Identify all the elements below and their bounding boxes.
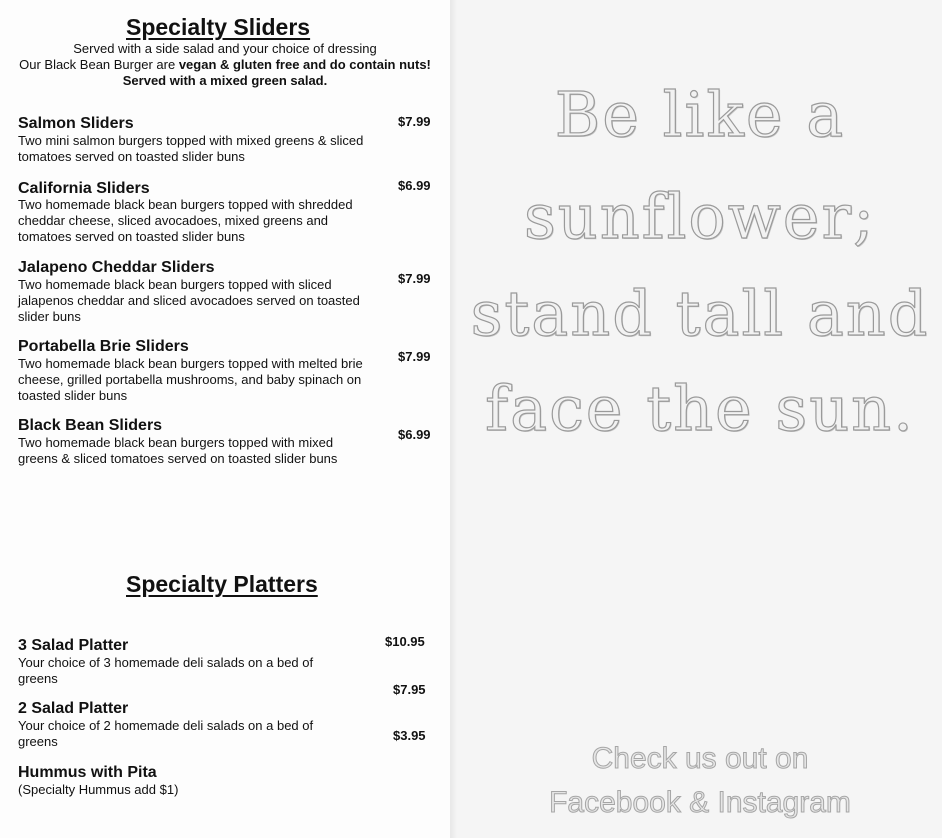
desc-line: Your choice of 2 homemade deli salads on a bed of (18, 718, 314, 733)
menu-item-name: Salmon Sliders (18, 115, 134, 132)
desc-line: Two homemade black bean burgers topped with sliced (18, 277, 332, 292)
menu-item-description (18, 133, 363, 165)
menu-item-price: $7.99 (398, 349, 431, 364)
menu-item-description (18, 782, 178, 798)
menu-item-price: $7.99 (398, 114, 431, 129)
menu-item-name: Hummus with Pita (18, 764, 157, 781)
menu-item-name: 2 Salad Platter (18, 700, 129, 717)
sliders-heading: Specialty Sliders (126, 14, 311, 40)
social-line: Check us out on (591, 742, 809, 775)
quote-line: face the sun. (485, 372, 915, 445)
menu-item-name: California Sliders (18, 180, 150, 197)
menu-item-description (18, 655, 313, 687)
quote-line: sunflower; (523, 180, 877, 253)
quote-line: stand tall and (470, 277, 930, 350)
desc-line: cheddar cheese, sliced avocadoes, mixed greens and (18, 213, 329, 228)
desc-line: tomatoes served on toasted slider buns (18, 149, 245, 164)
desc-line: toasted slider buns (18, 388, 128, 403)
desc-line: jalapenos cheddar and sliced avocadoes served on toasted (18, 293, 360, 308)
sliders-subtitle-2 (0, 57, 450, 73)
menu-item-price: $7.99 (398, 271, 431, 286)
desc-line: Two homemade black bean burgers topped with mixed (18, 435, 334, 450)
menu-item-description (18, 718, 313, 750)
menu-item-name: Portabella Brie Sliders (18, 338, 189, 355)
menu-item-price: $3.95 (393, 728, 426, 743)
menu-item-name: Jalapeno Cheddar Sliders (18, 259, 215, 276)
menu-item-name: 3 Salad Platter (18, 637, 129, 654)
page-fold (450, 0, 458, 838)
desc-line: Two homemade black bean burgers topped with shredded (18, 197, 353, 212)
sliders-subtitle-2-bold: vegan & gluten free and do contain nuts! (178, 57, 431, 72)
sliders-subtitle-2-text: Our Black Bean Burger are (19, 57, 179, 72)
menu-item-description (18, 277, 360, 325)
desc-line: greens (18, 734, 58, 749)
social-line: Facebook & Instagram (549, 786, 851, 819)
desc-line: greens & sliced tomatoes served on toasted slider buns (18, 451, 338, 466)
menu-item-description (18, 435, 337, 467)
menu-item-price: $10.95 (385, 634, 425, 649)
sliders-subtitle-3: Served with a mixed green salad. (122, 73, 328, 88)
menu-item-price: $6.99 (398, 427, 431, 442)
desc-line: cheese, grilled portabella mushrooms, and baby spinach on (18, 372, 362, 387)
desc-line: slider buns (18, 309, 81, 324)
menu-item-description (18, 356, 363, 404)
desc-line: Two mini salmon burgers topped with mixed greens & sliced (18, 133, 364, 148)
desc-line: Two homemade black bean burgers topped with melted brie (18, 356, 363, 371)
menu-item-price: $7.95 (393, 682, 426, 697)
menu-item-price: $6.99 (398, 178, 431, 193)
menu-item-description (18, 197, 353, 245)
desc-line: tomatoes served on toasted slider buns (18, 229, 245, 244)
desc-line: (Specialty Hummus add $1) (18, 782, 179, 797)
menu-item-name: Black Bean Sliders (18, 417, 163, 434)
quote-line: Be like a (554, 78, 846, 151)
desc-line: greens (18, 671, 58, 686)
platters-heading: Specialty Platters (126, 571, 318, 597)
sliders-subtitle-1: Served with a side salad and your choice of dressing (73, 41, 377, 56)
desc-line: Your choice of 3 homemade deli salads on a bed of (18, 655, 314, 670)
